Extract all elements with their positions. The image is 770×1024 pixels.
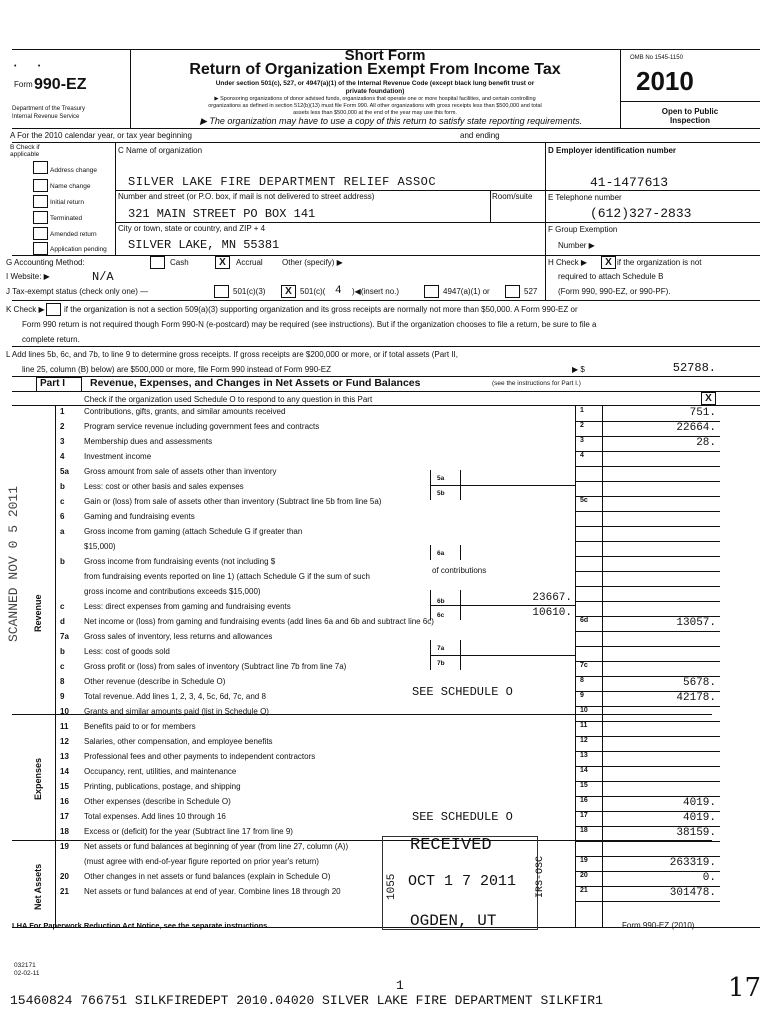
org-name-label: C Name of organization [118,146,203,155]
line-number: 20 [60,872,69,881]
line-box-number: 1 [580,407,584,414]
line-number: a [60,527,65,536]
line-description: Net assets or fund balances at end of year. Combine lines 18 through 20 [84,887,341,896]
cash-checkbox[interactable] [150,256,165,269]
line-number: 2 [60,422,65,431]
line-description: Benefits paid to or for members [84,722,196,731]
tax-exempt-status-label: J Tax-exempt status (check only one) — [6,287,149,296]
amount-6c[interactable]: 10610. [532,607,572,619]
line-number: 8 [60,677,65,686]
received-city-stamp: OGDEN, UT [410,912,497,930]
line-number: 21 [60,887,69,896]
line-description: Net income or (loss) from gaming and fundraising events (add lines 6a and 6b and subtract line 6c) [84,617,434,626]
line-description: $15,000) [84,542,116,551]
line-row [0,812,770,827]
501c-checkbox[interactable]: X [281,285,296,298]
open-public-1: Open to Public [661,107,719,116]
line-number: 12 [60,737,69,746]
line-description: Program service revenue including government fees and contracts [84,422,320,431]
line-row [0,527,770,542]
line-description: Gross sales of inventory, less returns and allowances [84,632,273,641]
line-box-number: 6d [580,617,589,624]
line-description: Gain or (loss) from sale of assets other than inventory (Subtract line 5b from line 5a) [84,497,382,506]
accounting-method-label: G Accounting Method: [6,258,85,267]
line-row [0,497,770,512]
schedule-o-check-line: Check if the organization used Schedule O to respond to any question in this Part [84,395,373,404]
line-box-number: 7c [580,662,588,669]
and-ending: and ending [460,131,500,140]
dept-line2: Internal Revenue Service [12,114,80,120]
4947-checkbox[interactable] [424,285,439,298]
line-number: 15 [60,782,69,791]
line-row [0,467,770,482]
line-description: Excess or (deficit) for the year (Subtract line 17 from line 9) [84,827,293,836]
other-method-label: Other (specify) ▶ [282,258,343,267]
line-box-number: 14 [580,767,588,774]
omb-number: OMB No 1545-1150 [630,55,683,61]
527-label: 527 [524,287,538,296]
amount-6b[interactable]: 23667. [532,592,572,604]
amended-return-label: Amended return [50,231,97,238]
schedule-b-text-3: (Form 990, 990-EZ, or 990-PF). [558,287,671,296]
line-number: 10 [60,707,69,716]
line-row [0,797,770,812]
form-title: Return of Organization Exempt From Income Tax [189,61,561,78]
line-row [0,647,770,662]
line-description: Gross income from gaming (attach Schedule G if greater than [84,527,303,536]
line-description: Grants and similar amounts paid (list in Schedule O) [84,707,269,716]
address-change-checkbox[interactable] [33,161,48,174]
terminated-label: Terminated [50,215,83,222]
irs-osc-stamp: IRS-OSC [535,855,546,898]
room-suite-label: Room/suite [492,192,533,201]
line-number: c [60,602,65,611]
line-amount[interactable]: 751. [689,407,716,419]
line-description: Less: cost or other basis and sales expenses [84,482,244,491]
name-change-label: Name change [50,183,91,190]
line-row [0,722,770,737]
see-schedule-o-line8: SEE SCHEDULE O [412,685,513,699]
line-description: Gross profit or (loss) from sales of inventory (Subtract line 7b from line 7a) [84,662,347,671]
line-row [0,767,770,782]
line-description: gross income and contributions exceeds $15,000) [84,587,261,596]
line-number: 14 [60,767,69,776]
website-value[interactable]: N/A [92,270,114,284]
k-text-2: Form 990 return is not required though Form 990-N (e-postcard) may be required (see instructions). But if the organization chooses to file a return, be sure to file a [22,320,597,329]
501c3-checkbox[interactable] [214,285,229,298]
4947-label: 4947(a)(1) or [443,287,490,296]
line-amount[interactable]: 28. [696,437,716,449]
line-row [0,422,770,437]
sponsoring-2: organizations as defined in section 512(b)(13) must file Form 990. All other organizations with gross receipts less than $500,000 and total [208,103,542,109]
line-row [0,407,770,422]
line-number: b [60,482,65,491]
sub-5a: 5a [437,475,445,482]
footer-code-1: 032171 [14,962,36,969]
line-row [0,482,770,497]
schedule-b-text-1: if the organization is not [617,258,702,267]
line-row [0,587,770,602]
telephone-label: E Telephone number [548,193,622,202]
footer-code-2: 02-02-11 [14,970,40,977]
line-box-number: 17 [580,812,588,819]
line-number: 6 [60,512,65,521]
city-label: City or town, state or country, and ZIP + 4 [118,224,266,233]
line-amount[interactable]: 22664. [676,422,716,434]
line-number: 5a [60,467,69,476]
line-description: Total revenue. Add lines 1, 2, 3, 4, 5c, 6d, 7c, and 8 [84,692,266,701]
line-number: 9 [60,692,65,701]
part1-label: Part I [40,378,66,389]
sponsoring-3: assets less than $500,000 at the end of the year may use this form. [293,110,457,116]
tax-year: 2010 [636,66,694,96]
line-description: Gross amount from sale of assets other than inventory [84,467,277,476]
line-description: Gross income from fundraising events (not including $ [84,557,276,566]
expenses-side-label: Expenses [33,757,43,800]
line-number: b [60,647,65,656]
insert-number-label: )◀(insert no.) [352,287,400,296]
schedule-b-check-label: H Check ▶ [548,258,588,267]
bottom-identification-line: 15460824 766751 SILKFIREDEPT 2010.04020 SILVER LAKE FIRE DEPARTMENT SILKFIR1 [10,993,603,1008]
amended-return-checkbox[interactable] [33,227,48,240]
received-date-stamp: OCT 1 7 2011 [408,873,517,890]
paperwork-notice: LHA For Paperwork Reduction Act Notice, see the separate instructions. [12,921,270,930]
check-if-applicable: B Check if applicable [10,144,40,158]
of-contributions: of contributions [432,566,487,575]
line-rule [575,901,720,902]
form-reference: Form 990-EZ (2010) [622,921,695,930]
gross-receipts-amount[interactable]: 52788. [672,361,716,375]
line-row [0,677,770,692]
sub-6b: 6b [437,598,445,605]
line-description: from fundraising events reported on line 1) (attach Schedule G if the sum of such [84,572,370,581]
line-row [0,662,770,677]
terminated-checkbox[interactable] [33,211,48,224]
line-row [0,752,770,767]
line-description: Net assets or fund balances at beginning of year (from line 27, column (A)) [84,842,349,851]
l-text-1: L Add lines 5b, 6c, and 7b, to line 9 to determine gross receipts. If gross receipts are $200,000 or more, or if total assets (Part II, [6,350,458,359]
state-requirements-note: ▶ The organization may have to use a copy of this return to satisfy state reporting requirements. [200,116,583,126]
l-text-2: line 25, column (B) below) are $500,000 or more, file Form 990 instead of Form 990-EZ [22,365,332,374]
line-box-number: 19 [580,857,588,864]
line-number: c [60,497,65,506]
line-box-number: 13 [580,752,588,759]
line-box-number: 4 [580,452,584,459]
line-number: d [60,617,65,626]
line-number: 19 [60,842,69,851]
line-amount[interactable]: 0. [702,872,716,884]
line-row [0,557,770,572]
line-description: Other expenses (describe in Schedule O) [84,797,231,806]
k-check-label: K Check ▶ [6,305,45,314]
sub-5b: 5b [437,490,445,497]
line-box-number: 20 [580,872,588,879]
line-number: 18 [60,827,69,836]
line-number: 16 [60,797,69,806]
line-row [0,632,770,647]
schedule-o-checkbox[interactable]: X [701,392,716,405]
line-number: 4 [60,452,65,461]
form-bullets: • • [14,63,41,70]
line-number: 11 [60,722,69,731]
line-a: A For the 2010 calendar year, or tax year beginning [10,131,192,140]
line-description: Printing, publications, postage, and shipping [84,782,241,791]
line-number: 17 [60,812,69,821]
street-label: Number and street (or P.O. box, if mail is not delivered to street address) [118,192,375,201]
line-row [0,782,770,797]
527-checkbox[interactable] [505,285,520,298]
line-row [0,602,770,617]
net-assets-side-label: Net Assets [33,863,43,910]
l-arrow: ▶ $ [572,365,585,374]
line-row [0,617,770,632]
line-description: Occupancy, rent, utilities, and maintenance [84,767,237,776]
sponsoring-1: ▶ Sponsoring organizations of donor advised funds, organizations that operate one or more hospital facilities, and certain controlling [214,96,536,102]
k-checkbox[interactable] [46,303,61,316]
org-name[interactable]: SILVER LAKE FIRE DEPARTMENT RELIEF ASSOC [128,175,437,189]
line-description: Total expenses. Add lines 10 through 16 [84,812,226,821]
line-row [0,737,770,752]
street-address[interactable]: 321 MAIN STREET PO BOX 141 [128,207,316,221]
line-box-number: 10 [580,707,588,714]
ein-value[interactable]: 41-1477613 [590,175,669,190]
scanned-stamp: SCANNED NOV 0 5 2011 [6,485,21,642]
application-pending-checkbox[interactable] [33,242,48,255]
line-amount[interactable]: 263319. [669,857,716,869]
line-box-number: 8 [580,677,584,684]
line-box-number: 16 [580,797,588,804]
initial-return-checkbox[interactable] [33,195,48,208]
telephone-value[interactable]: (612)327-2833 [590,206,692,221]
line-number: b [60,557,65,566]
name-change-checkbox[interactable] [33,179,48,192]
group-exemption-number: Number ▶ [558,241,595,250]
line-box-number: 21 [580,887,588,894]
line-description: Professional fees and other payments to independent contractors [84,752,316,761]
501c3-label: 501(c)(3) [233,287,266,296]
accrual-label: Accrual [236,258,263,267]
line-row [0,572,770,587]
line-box-number: 2 [580,422,584,429]
form-prefix: Form [14,80,33,89]
line-description: Other changes in net assets or fund balances (explain in Schedule O) [84,872,331,881]
line-row [0,452,770,467]
line-row [0,692,770,707]
application-pending-label: Application pending [50,246,107,253]
line-box-number: 9 [580,692,584,699]
sub-6c: 6c [437,612,445,619]
address-change-label: Address change [50,167,97,174]
line-description: Less: direct expenses from gaming and fundraising events [84,602,291,611]
schedule-b-checkbox[interactable]: X [601,256,616,269]
line-description: Gaming and fundraising events [84,512,195,521]
subtitle-2: private foundation) [345,88,405,95]
line-box-number: 3 [580,437,584,444]
line-number: 13 [60,752,69,761]
subtitle-1: Under section 501(c), 527, or 4947(a)(1) of the Internal Revenue Code (except black lung benefit trust or [215,80,535,87]
line-row [0,437,770,452]
line-box-number: 18 [580,827,588,834]
line-description: Contributions, gifts, grants, and similar amounts received [84,407,286,416]
accrual-checkbox[interactable]: X [215,256,230,269]
line-amount[interactable]: 4019. [682,797,716,809]
k-text-3: complete return. [22,335,80,344]
line-row [0,542,770,557]
ein-label: D Employer identification number [548,146,677,155]
line-box-number: 12 [580,737,588,744]
sub-7a: 7a [437,645,445,652]
form-name: 990-EZ [34,76,87,93]
line-description: Less: cost of goods sold [84,647,170,656]
page-number: 1 [396,978,404,993]
cash-label: Cash [170,258,189,267]
line-amount[interactable]: 13057. [676,617,716,629]
line-box-number: 5c [580,497,588,504]
short-form-label: Short Form [344,47,426,64]
line-number: c [60,662,65,671]
line-description: Other revenue (describe in Schedule O) [84,677,226,686]
501c-number[interactable]: 4 [335,285,342,297]
line-amount[interactable]: 38159. [676,827,716,839]
line-amount[interactable]: 42178. [676,692,716,704]
line-description: Membership dues and assessments [84,437,213,446]
line-row [0,512,770,527]
received-stamp: RECEIVED [410,836,492,855]
initial-return-label: Initial return [50,199,84,206]
line-amount[interactable]: 5678. [682,677,716,689]
501c-label: 501(c)( [300,287,326,296]
part1-title-note: (see the instructions for Part I.) [492,380,581,387]
line-description: Salaries, other compensation, and employee benefits [84,737,273,746]
see-schedule-o-line16: SEE SCHEDULE O [412,810,513,824]
revenue-side-label: Revenue [33,594,43,632]
part1-title: Revenue, Expenses, and Changes in Net Assets or Fund Balances [90,377,421,389]
stamp-code: 1055 [386,873,398,900]
website-label: I Website: ▶ [6,272,50,281]
handwritten-number: 17 [728,973,762,1003]
line-number: 7a [60,632,69,641]
k-text-1: if the organization is not a section 509(a)(3) supporting organization and its gross receipts are normally not more than $50,000. A Form 990-EZ or [64,305,578,314]
line-row [0,707,770,722]
schedule-b-text-2: required to attach Schedule B [558,272,664,281]
line-number: 1 [60,407,65,416]
sub-6a: 6a [437,550,445,557]
city-state-zip[interactable]: SILVER LAKE, MN 55381 [128,238,280,252]
line-description: Investment income [84,452,152,461]
line-amount[interactable]: 4019. [682,812,716,824]
open-public-2: Inspection [669,116,710,125]
line-box-number: 15 [580,782,588,789]
line-box-number: 11 [580,722,588,729]
line-amount[interactable]: 301478. [669,887,716,899]
group-exemption-label: F Group Exemption [548,225,618,234]
sub-7b: 7b [437,660,445,667]
dept-line1: Department of the Treasury [12,106,86,112]
line-number: 3 [60,437,65,446]
line-description: (must agree with end-of-year figure reported on prior year's return) [84,857,319,866]
